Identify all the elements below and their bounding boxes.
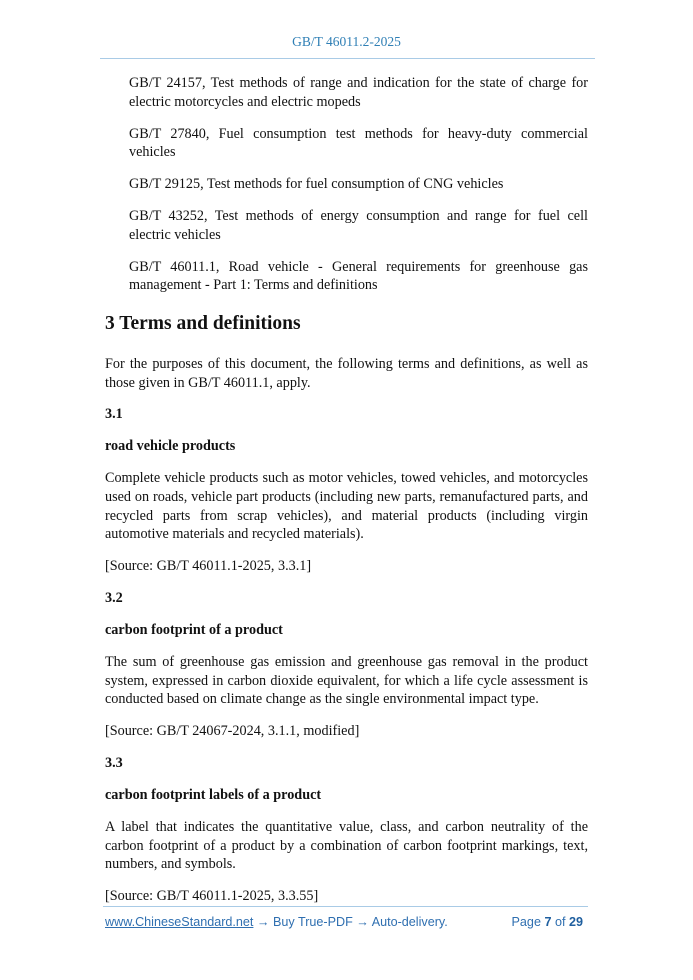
term-definition: The sum of greenhouse gas emission and greenhouse gas removal in the product system, expressed in carbon dioxide equivalent, for which a life cycle assessment is conducted based on climate change as the single environmental impact type. (105, 654, 588, 708)
website-link[interactable]: www.ChineseStandard.net (105, 915, 254, 929)
running-header: GB/T 46011.2-2025 (292, 34, 401, 49)
term-name: road vehicle products (105, 438, 236, 455)
footer-promo-text: → Buy True-PDF → Auto-delivery. (253, 915, 448, 929)
reference-item: GB/T 24157, Test methods of range and indication for the state of charge for electric motorcycles and electric mopeds (129, 75, 588, 110)
page-total: 29 (568, 915, 583, 929)
section-intro: For the purposes of this document, the following terms and definitions, as well as those given in GB/T 46011.1, apply. (105, 355, 588, 391)
footer-promo (105, 915, 448, 929)
page-body (105, 74, 588, 919)
footer-divider (103, 906, 588, 907)
reference-item: GB/T 27840, Fuel consumption test methods for heavy-duty commercial vehicles (129, 125, 588, 161)
section-heading: 3 Terms and definitions (105, 312, 301, 334)
reference-item: GB/T 43252, Test methods of energy consumption and range for fuel cell electric vehicles (129, 208, 588, 243)
page-label: Page (511, 915, 541, 929)
page-indicator (512, 915, 583, 929)
term-number: 3.2 (105, 590, 123, 607)
term-number: 3.1 (105, 406, 123, 423)
reference-item: GB/T 29125, Test methods for fuel consumption of CNG vehicles (129, 176, 504, 193)
header-divider (100, 58, 595, 59)
term-definition: A label that indicates the quantitative value, class, and carbon neutrality of the carbon footprint of a product by a combination of carbon footprint markings, text, numbers, and symbols. (105, 819, 588, 873)
term-definition: Complete vehicle products such as motor vehicles, towed vehicles, and motorcycles used on roads, vehicle part products (including new parts, remanufactured parts, and recycled parts from scrap vehicles), and material products (including virgin automotive materials and recycled materials). (105, 470, 588, 543)
of-label: of (554, 915, 566, 929)
term-source: [Source: GB/T 46011.1-2025, 3.3.1] (105, 558, 312, 575)
page-number: 7 (544, 915, 552, 929)
term-number: 3.3 (105, 755, 123, 772)
term-source: [Source: GB/T 46011.1-2025, 3.3.55] (105, 888, 319, 905)
page-footer (105, 915, 583, 929)
term-name: carbon footprint of a product (105, 622, 283, 639)
reference-item: GB/T 46011.1, Road vehicle - General requirements for greenhouse gas management - Part 1: Terms and definitions (129, 258, 588, 294)
term-name: carbon footprint labels of a product (105, 787, 322, 804)
term-source: [Source: GB/T 24067-2024, 3.1.1, modified] (105, 723, 360, 740)
